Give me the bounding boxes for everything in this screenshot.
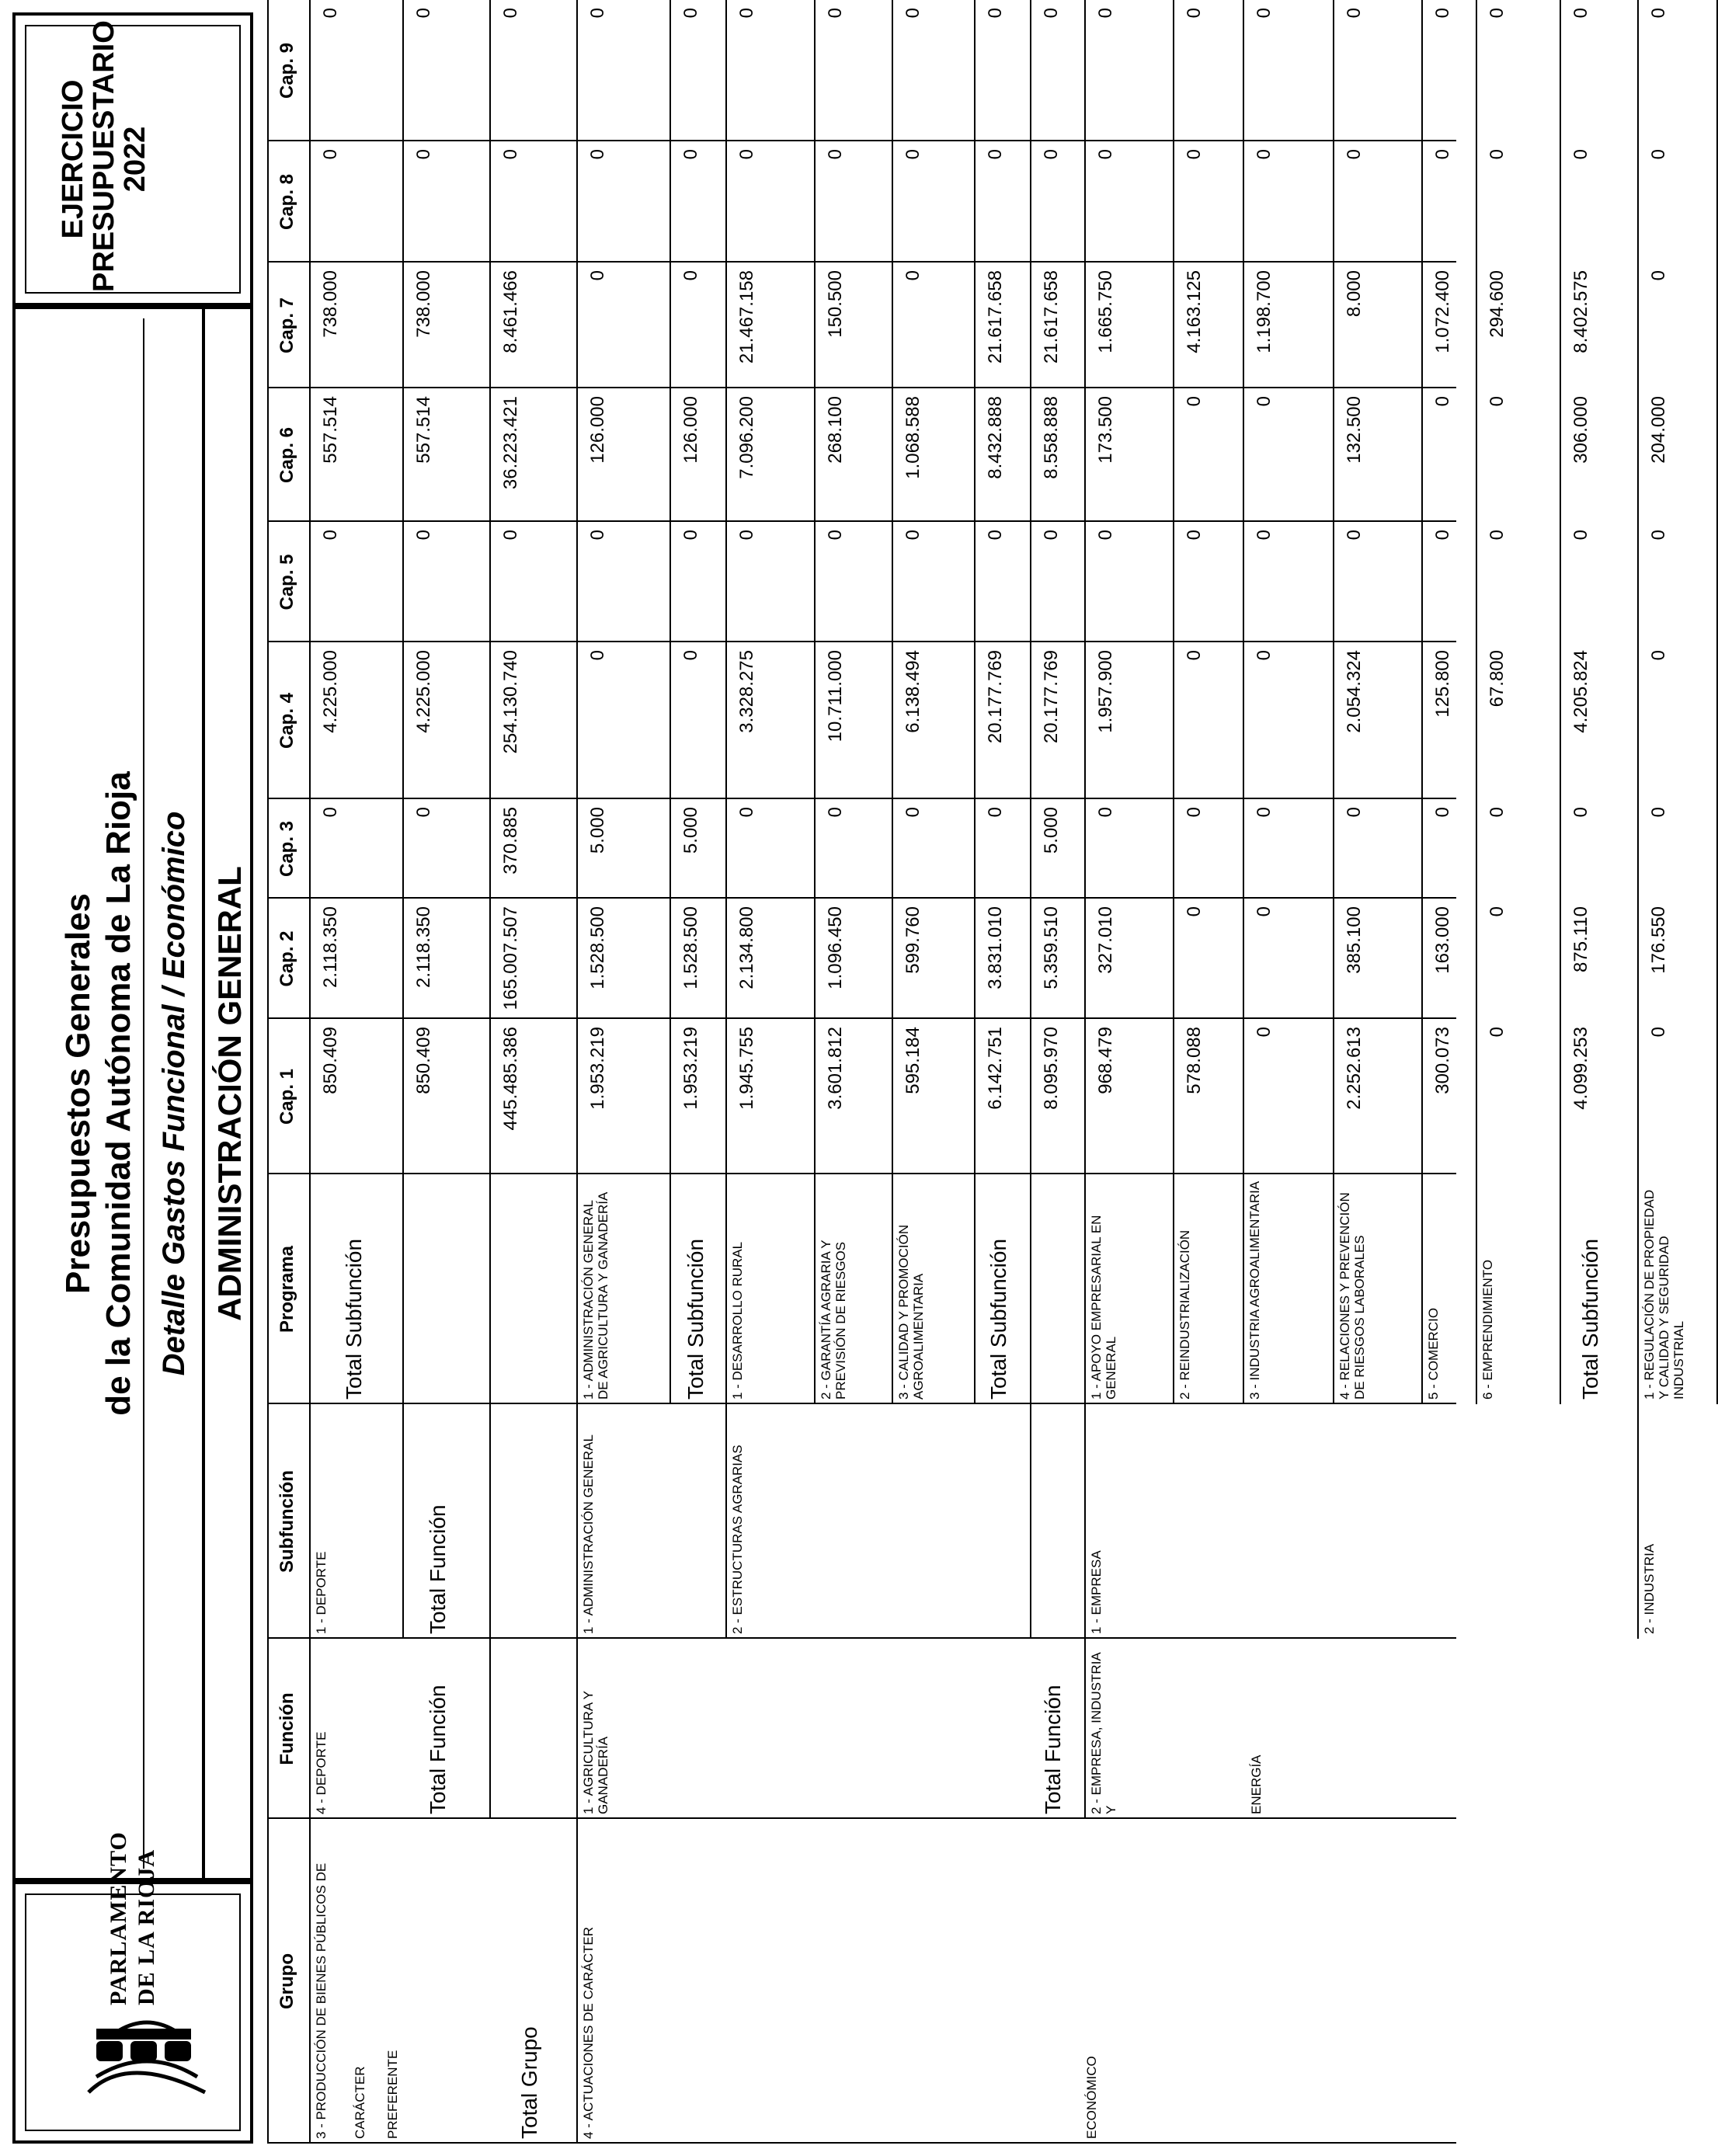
total-funcion-label: Total Función xyxy=(1041,1685,1065,1814)
numeric-cell: 0 xyxy=(1095,8,1116,19)
numeric-cell: 0 xyxy=(1648,650,1669,661)
programa-label: 6 - EMPRENDIMIENTO xyxy=(1480,1259,1495,1400)
numeric-cell: 0 xyxy=(825,149,846,160)
numeric-cell: 176.550 xyxy=(1648,906,1669,974)
numeric-cell: 2.118.350 xyxy=(320,906,341,988)
numeric-cell: 173.500 xyxy=(1095,396,1116,464)
numeric-cell: 0 xyxy=(1487,149,1508,160)
row-divider xyxy=(725,0,727,1404)
numeric-cell: 5.359.510 xyxy=(1041,906,1062,989)
numeric-cell: 0 xyxy=(500,8,521,19)
logo-text-line1: PARLAMENTO xyxy=(106,1831,131,2005)
numeric-cell: 132.500 xyxy=(1344,396,1365,464)
numeric-cell: 0 xyxy=(1432,149,1453,160)
numeric-cell: 165.007.507 xyxy=(500,906,521,1010)
programa-label: 3 - INDUSTRIA AGROALIMENTARIA xyxy=(1247,1181,1262,1400)
subfuncion-label: 2 - INDUSTRIA xyxy=(1642,1543,1657,1634)
numeric-cell: 67.800 xyxy=(1487,650,1508,708)
numeric-cell: 1.953.219 xyxy=(680,1027,701,1110)
numeric-cell: 0 xyxy=(1254,650,1275,661)
numeric-cell: 327.010 xyxy=(1095,906,1116,974)
numeric-cell: 1.198.700 xyxy=(1254,270,1275,353)
numeric-cell: 0 xyxy=(587,530,608,541)
numeric-cell: 0 xyxy=(500,530,521,541)
numeric-cell: 1.096.450 xyxy=(825,906,846,989)
column-header: Programa xyxy=(276,1245,297,1334)
funcion-label: ENERGÍA xyxy=(1249,1754,1264,1814)
numeric-cell: 0 xyxy=(902,807,923,818)
column-header: Cap. 2 xyxy=(276,930,297,987)
numeric-cell: 126.000 xyxy=(680,396,701,464)
column-divider xyxy=(267,261,1456,263)
row-divider xyxy=(1421,0,1423,1404)
document-subtitle: Detalle Gastos Funcional / Económico xyxy=(157,811,191,1376)
numeric-cell: 163.000 xyxy=(1432,906,1453,974)
column-header: Cap. 7 xyxy=(276,297,297,354)
column-divider xyxy=(267,140,1456,141)
numeric-cell: 0 xyxy=(1095,149,1116,160)
numeric-cell: 595.184 xyxy=(902,1027,923,1094)
total-grupo-label: Total Grupo xyxy=(517,2026,541,2139)
numeric-cell: 0 xyxy=(680,270,701,281)
numeric-cell: 2.134.800 xyxy=(736,906,757,989)
numeric-cell: 1.953.219 xyxy=(587,1027,608,1110)
numeric-cell: 0 xyxy=(1432,396,1453,407)
numeric-cell: 4.225.000 xyxy=(320,650,341,733)
numeric-cell: 0 xyxy=(500,149,521,160)
numeric-cell: 0 xyxy=(320,8,341,19)
numeric-cell: 0 xyxy=(1344,530,1365,541)
total-funcion-label: Total Función xyxy=(426,1504,450,1634)
row-divider xyxy=(725,1404,727,1639)
numeric-cell: 3.831.010 xyxy=(985,906,1006,989)
numeric-cell: 5.000 xyxy=(1041,807,1062,854)
column-header: Grupo xyxy=(276,1953,297,2009)
numeric-cell: 0 xyxy=(1184,906,1205,917)
numeric-cell: 2.252.613 xyxy=(1344,1027,1365,1110)
column-divider xyxy=(267,897,1456,899)
numeric-cell: 0 xyxy=(1095,530,1116,541)
numeric-cell: 0 xyxy=(1432,8,1453,19)
numeric-cell: 0 xyxy=(902,8,923,19)
column-divider xyxy=(267,1017,1456,1019)
numeric-cell: 306.000 xyxy=(1570,396,1591,464)
row-divider xyxy=(489,0,491,1404)
numeric-cell: 20.177.769 xyxy=(1041,650,1062,744)
header-bottom-border xyxy=(309,0,311,2144)
column-header: Cap. 3 xyxy=(276,820,297,878)
funcion-label: 2 - EMPRESA, INDUSTRIA Y xyxy=(1089,1653,1118,1814)
numeric-cell: 0 xyxy=(1254,8,1275,19)
numeric-cell: 1.957.900 xyxy=(1095,650,1116,733)
numeric-cell: 0 xyxy=(1648,1027,1669,1038)
column-header: Función xyxy=(276,1692,297,1765)
numeric-cell: 0 xyxy=(1041,8,1062,19)
numeric-cell: 0 xyxy=(680,530,701,541)
grupo-label: 4 - ACTUACIONES DE CARÁCTER xyxy=(581,1927,596,2139)
row-divider xyxy=(974,0,976,1404)
row-divider xyxy=(402,0,404,1404)
numeric-cell: 21.617.658 xyxy=(1041,270,1062,364)
programa-label: 5 - COMERCIO xyxy=(1426,1307,1441,1400)
numeric-cell: 0 xyxy=(1487,8,1508,19)
row-divider xyxy=(576,0,578,2144)
numeric-cell: 0 xyxy=(1254,149,1275,160)
column-divider xyxy=(267,798,1456,799)
numeric-cell: 0 xyxy=(1648,8,1669,19)
numeric-cell: 0 xyxy=(985,8,1006,19)
numeric-cell: 2.054.324 xyxy=(1344,650,1365,733)
table-top-border xyxy=(267,0,269,2144)
column-header: Cap. 4 xyxy=(276,692,297,749)
fiscal-year-value: 2022 xyxy=(119,126,151,193)
row-divider xyxy=(1476,0,1477,1404)
numeric-cell: 0 xyxy=(1254,906,1275,917)
programa-label: 1 - APOYO EMPRESARIAL EN GENERAL xyxy=(1089,1215,1118,1400)
numeric-cell: 0 xyxy=(413,8,434,19)
subfuncion-label: 1 - DEPORTE xyxy=(314,1551,329,1634)
numeric-cell: 1.528.500 xyxy=(587,906,608,989)
row-divider xyxy=(1173,0,1174,1404)
numeric-cell: 738.000 xyxy=(413,270,434,338)
logo-text-line2: DE LA RIOJA xyxy=(134,1848,159,2005)
numeric-cell: 204.000 xyxy=(1648,396,1669,464)
numeric-cell: 8.461.466 xyxy=(500,270,521,353)
numeric-cell: 6.142.751 xyxy=(985,1027,1006,1110)
row-divider xyxy=(1084,1404,1086,1819)
numeric-cell: 3.328.275 xyxy=(736,650,757,733)
row-divider xyxy=(402,1404,404,1639)
numeric-cell: 0 xyxy=(1648,530,1669,541)
grupo-label: PREFERENTE xyxy=(385,2050,400,2139)
numeric-cell: 0 xyxy=(587,8,608,19)
grupo-label: CARÁCTER xyxy=(353,2066,367,2139)
numeric-cell: 6.138.494 xyxy=(902,650,923,733)
numeric-cell: 0 xyxy=(1254,1027,1275,1038)
row-divider xyxy=(1084,0,1086,1404)
document-title-line1: Presupuestos Generales xyxy=(59,893,97,1295)
numeric-cell: 1.945.755 xyxy=(736,1027,757,1110)
numeric-cell: 0 xyxy=(1344,8,1365,19)
numeric-cell: 0 xyxy=(736,149,757,160)
numeric-cell: 0 xyxy=(320,530,341,541)
total-subfuncion-label: Total Subfunción xyxy=(1578,1238,1602,1400)
numeric-cell: 445.485.386 xyxy=(500,1027,521,1131)
numeric-cell: 0 xyxy=(680,8,701,19)
numeric-cell: 0 xyxy=(1487,396,1508,407)
numeric-cell: 0 xyxy=(680,149,701,160)
grupo-label: 3 - PRODUCCIÓN DE BIENES PÚBLICOS DE xyxy=(314,1862,329,2139)
numeric-cell: 1.528.500 xyxy=(680,906,701,989)
column-header: Cap. 5 xyxy=(276,554,297,610)
numeric-cell: 0 xyxy=(1184,807,1205,818)
numeric-cell: 0 xyxy=(1344,149,1365,160)
numeric-cell: 8.558.888 xyxy=(1041,396,1062,479)
subfuncion-label: 1 - EMPRESA xyxy=(1089,1550,1104,1634)
row-divider xyxy=(1333,0,1334,1404)
numeric-cell: 0 xyxy=(736,8,757,19)
numeric-cell: 5.000 xyxy=(587,807,608,854)
subfuncion-label: 2 - ESTRUCTURAS AGRARIAS xyxy=(730,1445,745,1634)
total-subfuncion-label: Total Subfunción xyxy=(986,1238,1010,1400)
numeric-cell: 599.760 xyxy=(902,906,923,974)
numeric-cell: 4.099.253 xyxy=(1570,1027,1591,1110)
numeric-cell: 10.711.000 xyxy=(825,650,846,742)
numeric-cell: 0 xyxy=(587,149,608,160)
numeric-cell: 0 xyxy=(1648,270,1669,281)
row-divider xyxy=(1030,0,1031,1404)
subfuncion-label: 1 - ADMINISTRACIÓN GENERAL xyxy=(581,1434,596,1634)
numeric-cell: 0 xyxy=(1570,530,1591,541)
document-title-line2: de la Comunidad Autónoma de La Rioja xyxy=(99,771,137,1416)
numeric-cell: 7.096.200 xyxy=(736,396,757,479)
numeric-cell: 0 xyxy=(902,149,923,160)
column-header: Cap. 1 xyxy=(276,1068,297,1125)
numeric-cell: 36.223.421 xyxy=(500,396,521,490)
numeric-cell: 0 xyxy=(1487,530,1508,541)
numeric-cell: 268.100 xyxy=(825,396,846,464)
numeric-cell: 254.130.740 xyxy=(500,650,521,754)
numeric-cell: 0 xyxy=(1254,396,1275,407)
funcion-label: 1 - AGRICULTURA Y GANADERÍA xyxy=(581,1691,610,1814)
numeric-cell: 0 xyxy=(320,149,341,160)
programa-label: 1 - ADMINISTRACIÓN GENERAL DE AGRICULTURA Y GANADERÍA xyxy=(581,1191,610,1400)
numeric-cell: 0 xyxy=(985,530,1006,541)
numeric-cell: 0 xyxy=(587,270,608,281)
numeric-cell: 294.600 xyxy=(1487,270,1508,338)
numeric-cell: 0 xyxy=(902,530,923,541)
numeric-cell: 1.665.750 xyxy=(1095,270,1116,353)
numeric-cell: 8.432.888 xyxy=(985,396,1006,479)
numeric-cell: 0 xyxy=(736,530,757,541)
numeric-cell: 5.000 xyxy=(680,807,701,854)
numeric-cell: 850.409 xyxy=(320,1027,341,1094)
column-divider xyxy=(267,387,1456,388)
column-header: Cap. 9 xyxy=(276,42,297,99)
column-divider xyxy=(267,641,1456,642)
numeric-cell: 0 xyxy=(1184,396,1205,407)
numeric-cell: 1.068.588 xyxy=(902,396,923,479)
numeric-cell: 738.000 xyxy=(320,270,341,338)
numeric-cell: 0 xyxy=(1648,807,1669,818)
row-divider xyxy=(1637,1404,1639,1639)
column-divider xyxy=(267,1637,1456,1639)
numeric-cell: 0 xyxy=(1184,8,1205,19)
numeric-cell: 0 xyxy=(1432,807,1453,818)
numeric-cell: 4.205.824 xyxy=(1570,650,1591,733)
numeric-cell: 125.800 xyxy=(1432,650,1453,718)
numeric-cell: 0 xyxy=(413,530,434,541)
numeric-cell: 3.601.812 xyxy=(825,1027,846,1110)
numeric-cell: 0 xyxy=(1570,807,1591,818)
numeric-cell: 850.409 xyxy=(413,1027,434,1094)
numeric-cell: 0 xyxy=(1184,149,1205,160)
numeric-cell: 1.072.400 xyxy=(1432,270,1453,353)
table-left-border xyxy=(267,2142,1456,2144)
numeric-cell: 0 xyxy=(1095,807,1116,818)
numeric-cell: 0 xyxy=(1254,530,1275,541)
numeric-cell: 0 xyxy=(1184,650,1205,661)
numeric-cell: 0 xyxy=(1184,530,1205,541)
numeric-cell: 0 xyxy=(985,807,1006,818)
total-funcion-label: Total Función xyxy=(426,1685,450,1814)
programa-label: 2 - REINDUSTRIALIZACIÓN xyxy=(1177,1229,1192,1400)
numeric-cell: 0 xyxy=(1570,8,1591,19)
numeric-cell: 0 xyxy=(1648,149,1669,160)
numeric-cell: 126.000 xyxy=(587,396,608,464)
numeric-cell: 0 xyxy=(320,807,341,818)
row-divider xyxy=(489,1404,491,1819)
numeric-cell: 385.100 xyxy=(1344,906,1365,974)
numeric-cell: 0 xyxy=(587,650,608,661)
fiscal-year-line1: EJERCICIO xyxy=(57,79,89,239)
column-header: Cap. 6 xyxy=(276,426,297,484)
numeric-cell: 21.467.158 xyxy=(736,270,757,364)
column-divider xyxy=(267,1817,1456,1819)
column-divider xyxy=(267,1403,1456,1404)
numeric-cell: 0 xyxy=(825,8,846,19)
row-divider xyxy=(892,0,893,1404)
numeric-cell: 150.500 xyxy=(825,270,846,338)
numeric-cell: 20.177.769 xyxy=(985,650,1006,744)
column-header: Subfunción xyxy=(276,1470,297,1573)
funcion-label: 4 - DEPORTE xyxy=(314,1731,329,1814)
numeric-cell: 8.402.575 xyxy=(1570,270,1591,353)
numeric-cell: 0 xyxy=(1041,149,1062,160)
numeric-cell: 0 xyxy=(1487,1027,1508,1038)
numeric-cell: 300.073 xyxy=(1432,1027,1453,1094)
numeric-cell: 0 xyxy=(825,530,846,541)
numeric-cell: 0 xyxy=(736,807,757,818)
numeric-cell: 370.885 xyxy=(500,807,521,875)
numeric-cell: 0 xyxy=(825,807,846,818)
numeric-cell: 875.110 xyxy=(1570,906,1591,972)
numeric-cell: 0 xyxy=(413,807,434,818)
numeric-cell: 0 xyxy=(1254,807,1275,818)
numeric-cell: 0 xyxy=(680,650,701,661)
programa-label: 4 - RELACIONES Y PREVENCIÓN DE RIESGOS LABORALES xyxy=(1337,1192,1367,1400)
column-header: Cap. 8 xyxy=(276,173,297,231)
numeric-cell: 0 xyxy=(413,149,434,160)
numeric-cell: 0 xyxy=(902,270,923,281)
programa-label: 2 - GARANTÍA AGRARIA Y PREVISIÓN DE RIESGOS xyxy=(819,1240,848,1400)
column-divider xyxy=(267,1173,1456,1174)
row-divider xyxy=(1030,1404,1031,1639)
grupo-label: ECONÓMICO xyxy=(1084,2056,1099,2139)
numeric-cell: 0 xyxy=(985,149,1006,160)
numeric-cell: 0 xyxy=(1570,149,1591,160)
numeric-cell: 0 xyxy=(1041,530,1062,541)
numeric-cell: 557.514 xyxy=(413,396,434,464)
programa-label: 3 - CALIDAD Y PROMOCIÓN AGROALIMENTARIA xyxy=(896,1224,926,1400)
row-divider xyxy=(1243,0,1244,1404)
total-subfuncion-label: Total Subfunción xyxy=(683,1238,708,1400)
numeric-cell: 2.118.350 xyxy=(413,906,434,988)
numeric-cell: 21.617.658 xyxy=(985,270,1006,364)
programa-label: 1 - DESARROLLO RURAL xyxy=(730,1241,745,1400)
numeric-cell: 4.163.125 xyxy=(1184,270,1205,353)
numeric-cell: 0 xyxy=(1487,906,1508,917)
numeric-cell: 557.514 xyxy=(320,396,341,464)
programa-label: 1 - REGULACIÓN DE PROPIEDAD Y CALIDAD Y SEGURIDAD INDUSTRIAL xyxy=(1642,1189,1686,1400)
numeric-cell: 0 xyxy=(1344,807,1365,818)
column-divider xyxy=(267,520,1456,522)
row-divider xyxy=(814,0,816,1404)
numeric-cell: 0 xyxy=(1432,530,1453,541)
numeric-cell: 578.088 xyxy=(1184,1027,1205,1094)
row-divider xyxy=(1637,0,1639,1404)
total-subfuncion-label: Total Subfunción xyxy=(342,1238,366,1400)
numeric-cell: 968.479 xyxy=(1095,1027,1116,1094)
row-divider xyxy=(669,0,671,1404)
section-title: ADMINISTRACIÓN GENERAL xyxy=(211,866,248,1321)
numeric-cell: 0 xyxy=(1487,807,1508,818)
numeric-cell: 8.095.970 xyxy=(1041,1027,1062,1110)
numeric-cell: 8.000 xyxy=(1344,270,1365,318)
row-divider xyxy=(1560,0,1561,1404)
numeric-cell: 4.225.000 xyxy=(413,650,434,733)
fiscal-year-line2: PRESUPUESTARIO xyxy=(88,20,120,292)
